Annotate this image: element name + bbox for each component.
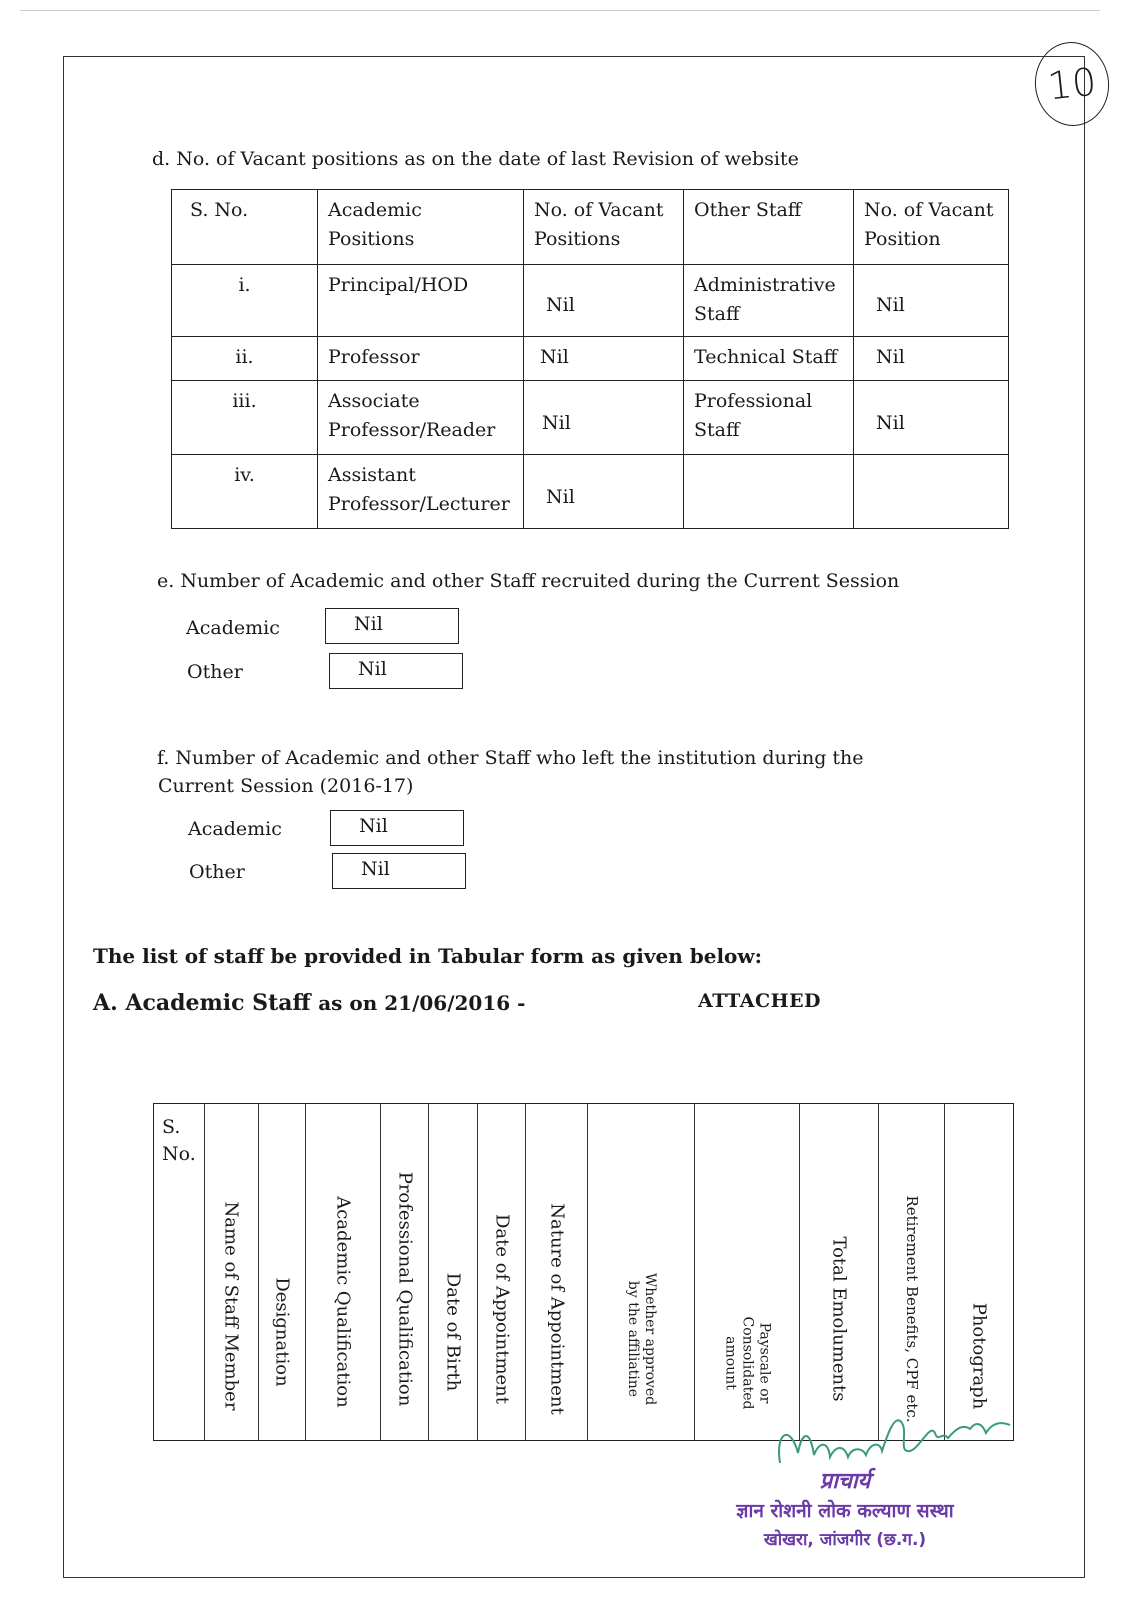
row-other-vacant: Nil <box>854 337 1009 381</box>
col-total-emoluments-label: Total Emoluments <box>828 1236 850 1402</box>
seal-title: प्राचार्य <box>819 1469 871 1494</box>
left-academic-value: Nil <box>330 810 464 846</box>
attached-label: ATTACHED <box>698 990 822 1012</box>
page-number: 10 <box>1031 38 1113 129</box>
row-vacant: Nil <box>524 455 684 529</box>
col-nature-of-appointment-label: Nature of Appointment <box>546 1203 568 1415</box>
seal-line2: खोखरा, जांजगीर (छ.ग.) <box>763 1530 927 1550</box>
col-professional-qualification-label: Professional Qualification <box>394 1171 416 1407</box>
col-date-of-appointment-label: Date of Appointment <box>491 1213 513 1404</box>
col-nature-of-appointment <box>526 1104 588 1440</box>
vacant-positions-table <box>171 189 1009 529</box>
recruited-other-label: Other <box>187 661 243 683</box>
recruited-other-value: Nil <box>329 653 463 689</box>
col-date-of-birth-label: Date of Birth <box>442 1273 464 1392</box>
row-sno: ii. <box>172 337 318 381</box>
row-sno: iii. <box>172 381 318 455</box>
col-whether-approved-label: Whether approved by the affiliatine <box>624 1273 658 1406</box>
table-row <box>172 265 1009 337</box>
table-row <box>172 455 1009 529</box>
col-professional-qualification <box>381 1104 429 1440</box>
table-row <box>172 381 1009 455</box>
academic-staff-title: A. Academic Staff <box>93 990 311 1016</box>
row-other <box>684 455 854 529</box>
row-other: Professional Staff <box>684 381 854 455</box>
row-sno: i. <box>172 265 318 337</box>
section-d-heading: d. No. of Vacant positions as on the date of last Revision of website <box>152 148 799 170</box>
col-photograph <box>945 1104 1013 1440</box>
col-academic-qualification-label: Academic Qualification <box>332 1196 354 1408</box>
recruited-academic-label: Academic <box>186 617 280 639</box>
recruited-academic-value: Nil <box>325 608 459 644</box>
col-designation <box>259 1104 306 1440</box>
header-other-staff: Other Staff <box>684 190 854 265</box>
col-sno <box>154 1104 205 1440</box>
row-academic: Professor <box>318 337 524 381</box>
section-f-heading-line1: f. Number of Academic and other Staff who left the institution during the <box>157 747 864 769</box>
header-sno: S. No. <box>172 190 318 265</box>
row-academic: Principal/HOD <box>318 265 524 337</box>
row-other-vacant: Nil <box>854 381 1009 455</box>
col-academic-qualification <box>306 1104 382 1440</box>
scan-top-line <box>20 10 1100 11</box>
col-sno-label: S. No. <box>162 1116 196 1165</box>
row-other-vacant: Nil <box>854 265 1009 337</box>
col-name-label: Name of Staff Member <box>220 1201 242 1411</box>
row-academic: Assistant Professor/Lecturer <box>318 455 524 529</box>
col-designation-label: Designation <box>271 1277 293 1388</box>
header-vacant-positions: No. of Vacant Positions <box>524 190 684 265</box>
section-e-heading: e. Number of Academic and other Staff recruited during the Current Session <box>157 570 900 592</box>
col-whether-approved <box>588 1104 695 1440</box>
academic-staff-table <box>153 1103 1014 1441</box>
col-date-of-appointment <box>478 1104 526 1440</box>
col-payscale-label: Payscale or Consolidated amount <box>722 1316 773 1410</box>
left-academic-label: Academic <box>188 818 282 840</box>
row-academic: Associate Professor/Reader <box>318 381 524 455</box>
table-header-row <box>172 190 1009 265</box>
row-other: Administrative Staff <box>684 265 854 337</box>
row-sno: iv. <box>172 455 318 529</box>
col-retirement-benefits-label: Retirement Benefits, CPF etc. <box>902 1195 921 1423</box>
staff-list-title: The list of staff be provided in Tabular form as given below: <box>93 944 762 968</box>
academic-staff-heading <box>93 990 525 1016</box>
col-name <box>205 1104 259 1440</box>
institution-seal <box>690 1465 1000 1550</box>
row-other-vacant <box>854 455 1009 529</box>
header-academic-positions: Academic Positions <box>318 190 524 265</box>
left-other-value: Nil <box>332 853 466 889</box>
section-f-heading-line2: Current Session (2016-17) <box>158 775 414 797</box>
row-vacant: Nil <box>524 381 684 455</box>
col-total-emoluments <box>800 1104 880 1440</box>
col-retirement-benefits <box>879 1104 945 1440</box>
row-vacant: Nil <box>524 337 684 381</box>
left-other-label: Other <box>189 861 245 883</box>
row-other: Technical Staff <box>684 337 854 381</box>
col-payscale <box>695 1104 800 1440</box>
col-date-of-birth <box>429 1104 478 1440</box>
header-other-vacant: No. of Vacant Position <box>854 190 1009 265</box>
row-vacant: Nil <box>524 265 684 337</box>
academic-staff-date: as on 21/06/2016 - <box>318 991 526 1015</box>
seal-line1: ज्ञान रोशनी लोक कल्याण सस्था <box>736 1500 954 1522</box>
table-row <box>172 337 1009 381</box>
col-photograph-label: Photograph <box>968 1302 990 1410</box>
